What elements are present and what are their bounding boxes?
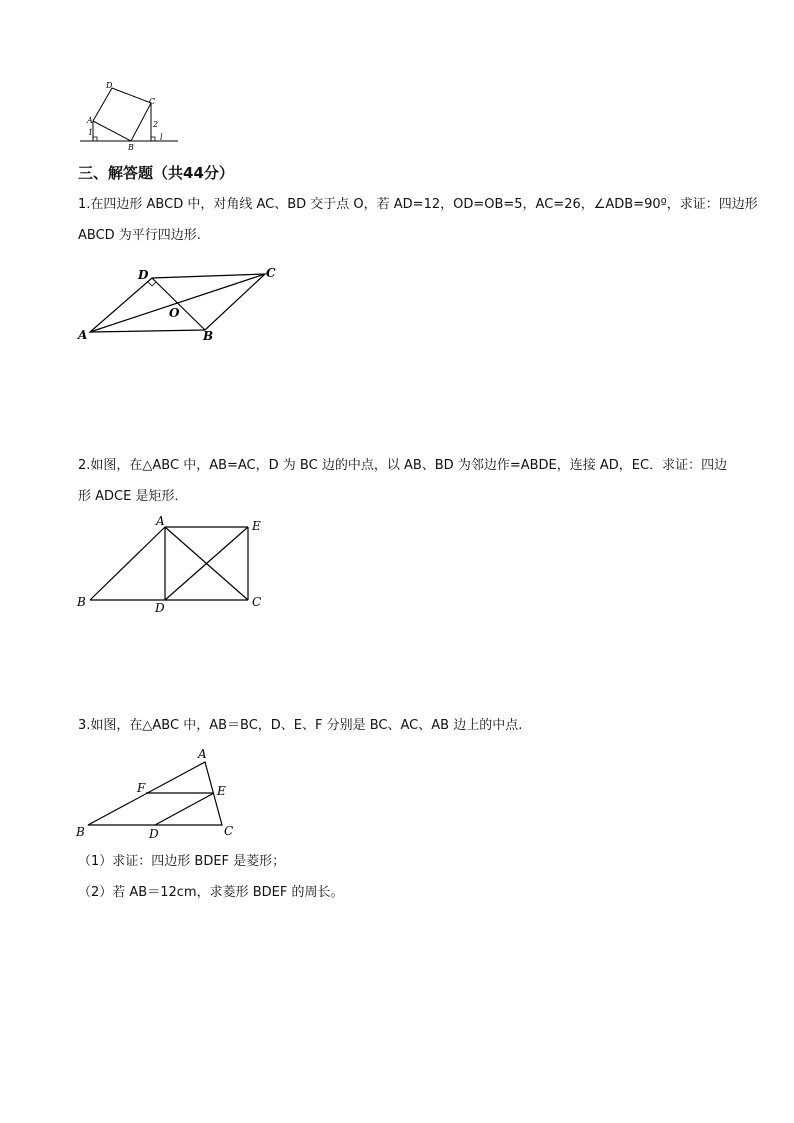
label-c: C — [266, 266, 276, 280]
label-l: l — [160, 133, 163, 142]
label-d: D — [138, 268, 149, 282]
label-1: 1 — [88, 128, 94, 137]
label-b: B — [76, 825, 85, 839]
label-c: C — [149, 97, 156, 106]
label-a: A — [78, 328, 88, 342]
label-b: B — [128, 143, 134, 152]
label-e: E — [252, 519, 261, 533]
label-d: D — [149, 827, 159, 841]
label-c: C — [252, 595, 262, 609]
label-a: A — [87, 116, 93, 125]
label-e: E — [217, 784, 226, 798]
q3-text-line1: 3.如图，在△ABC 中，AB＝BC，D、E、F 分别是 BC、AC、AB 边上的中点. — [78, 718, 523, 733]
q2-text-line2: 形 ADCE 是矩形． — [78, 489, 188, 504]
label-c: C — [224, 824, 234, 838]
label-d: D — [106, 81, 113, 90]
label-b: B — [77, 595, 86, 609]
q1-text-line1: 1.在四边形 ABCD 中，对角线 AC、BD 交于点 O，若 AD=12，OD=OB=5，AC=26，∠ADB=90º，求证：四边形 — [78, 197, 758, 212]
label-a: A — [156, 514, 165, 528]
label-b: B — [203, 329, 214, 343]
label-d: D — [155, 601, 165, 615]
label-a: A — [198, 747, 207, 761]
q3-sub1: （1）求证：四边形 BDEF 是菱形； — [78, 854, 286, 869]
segment-de — [155, 793, 214, 825]
q3-sub2: （2）若 AB＝12cm，求菱形 BDEF 的周长。 — [78, 885, 344, 900]
q2-text-line1: 2.如图，在△ABC 中，AB=AC，D 为 BC 边的中点，以 AB、BD 为邻边作=ABDE，连接 AD，EC．求证：四边 — [78, 458, 728, 473]
q1-text-line2: ABCD 为平行四边形. — [78, 228, 201, 243]
label-f: F — [137, 781, 146, 795]
section-title: 三、解答题（共44分） — [78, 164, 234, 182]
label-2: 2 — [153, 120, 159, 129]
label-o: O — [169, 306, 180, 320]
